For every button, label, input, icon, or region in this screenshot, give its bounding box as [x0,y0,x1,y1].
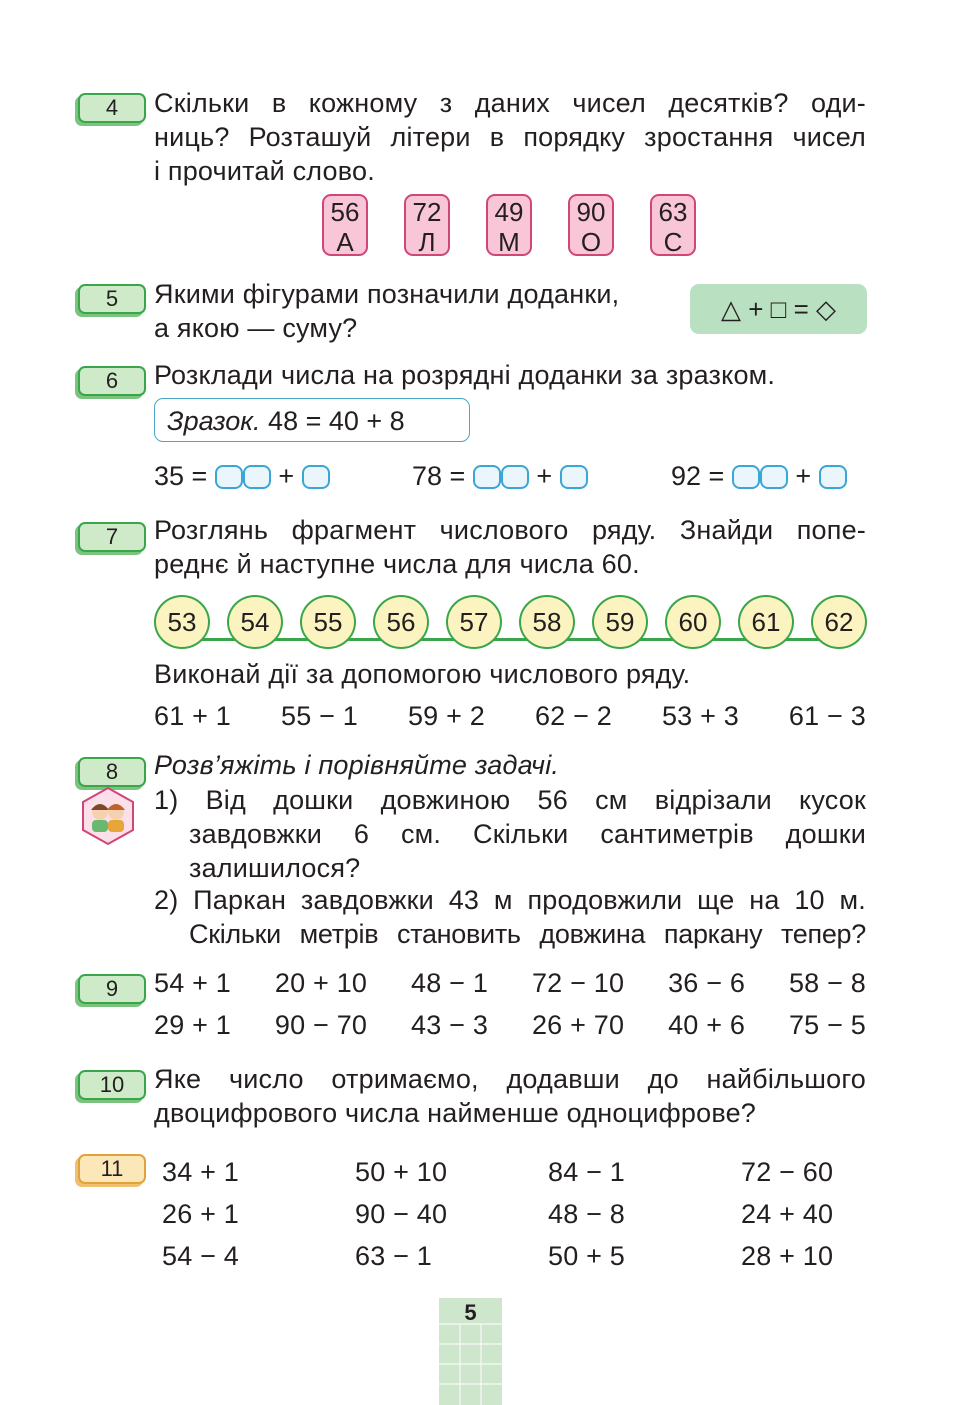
answer-box[interactable] [560,465,588,489]
task-number-9: 9 [78,974,146,1004]
task4-line2: ниць? Розташуй літери в порядку зростання чисел [154,122,866,152]
card-letter: С [663,227,683,257]
problem2-line2: Скільки метрів становить довжина паркану тепер? [189,919,866,949]
number-circle: 62 [811,595,867,649]
expression: 54 − 4 [162,1241,240,1271]
expression: 54 + 1 [154,968,232,998]
task8-problem1 [154,783,866,885]
task8-title [154,748,559,782]
problem2-line1: 2) Паркан завдовжки 43 м продовжили ще на 10 м. [154,885,866,915]
expression: 72 − 60 [741,1157,834,1187]
problem1-line1: 1) Від дошки довжиною 56 см відрізали кусок [154,785,866,815]
task7-text [154,513,866,581]
task4-line3: і прочитай слово. [154,156,375,186]
card-number: 63 [658,197,688,227]
answer-box[interactable] [760,465,788,489]
expression: 50 + 10 [355,1157,448,1187]
decompose-label: 92 = [671,461,725,491]
answer-box[interactable] [819,465,847,489]
expression: 20 + 10 [274,968,368,998]
task5-text [154,277,684,345]
expression: 24 + 40 [741,1199,834,1229]
expression: 29 + 1 [154,1010,232,1040]
task4-text [154,86,866,188]
task7-text2: Виконай дії за допомогою числового ряду. [154,659,691,689]
sample-label: Зразок. [167,406,261,436]
task9-row1 [154,966,866,1000]
number-circle: 57 [446,595,502,649]
card-letter: А [336,227,354,257]
task-number-4: 4 [78,93,146,123]
number-circle: 54 [227,595,283,649]
letter-card [404,194,450,256]
expression: 34 + 1 [162,1157,240,1187]
task-number-8: 8 [78,757,146,787]
expression: 61 + 1 [154,701,232,731]
number-circle: 59 [592,595,648,649]
task7-line2: реднє й наступне числа для числа 60. [154,549,640,579]
expression: 62 − 2 [534,701,612,731]
task9-row2 [154,1008,866,1042]
expression: 90 − 70 [274,1010,368,1040]
task7-line1: Розглянь фрагмент числового ряду. Знайди попе- [154,515,866,545]
card-letter: О [580,227,602,257]
task4-line1: Скільки в кожному з даних чисел десятків? оди- [154,88,866,118]
task10-line2: двоцифрового числа найменше одноцифрове? [154,1098,756,1128]
task5-line1: Якими фігурами позначили доданки, [154,279,620,309]
decompose-item [671,459,847,493]
number-circle: 53 [154,595,210,649]
number-circle: 55 [300,595,356,649]
expression: 55 − 1 [280,701,359,731]
expression: 28 + 10 [741,1241,834,1271]
plus-sign: + [795,461,812,491]
card-letter: Л [418,227,436,257]
expression: 53 + 3 [661,701,739,731]
task-number-7: 7 [78,522,146,552]
number-circle: 56 [373,595,429,649]
expression: 26 + 1 [162,1199,240,1229]
letter-card [568,194,614,256]
answer-box[interactable] [473,465,501,489]
answer-box[interactable] [302,465,330,489]
expression: 50 + 5 [548,1241,626,1271]
task8-problem2 [154,883,866,951]
expression: 84 − 1 [548,1157,626,1187]
expression: 48 − 1 [411,968,489,998]
number-circle: 61 [738,595,794,649]
answer-box[interactable] [501,465,529,489]
task-number-10: 10 [78,1070,146,1100]
expression: 72 − 10 [531,968,625,998]
expression: 63 − 1 [355,1241,433,1271]
decompose-item [412,459,588,493]
task-number-11: 11 [78,1154,146,1184]
pair-work-icon [78,786,138,846]
problem1-line2: завдовжки 6 см. Скільки сантиметрів дошки [189,819,866,849]
expression: 26 + 70 [531,1010,625,1040]
task8-title-text: Розв’яжіть і порівняйте задачі. [154,750,560,780]
task-number-6: 6 [78,366,146,396]
expression: 61 − 3 [788,701,866,731]
expression: 59 + 2 [407,701,485,731]
letter-card [322,194,368,256]
task7-exprs [154,699,866,733]
expression: 75 − 5 [788,1010,866,1040]
task-number-5: 5 [78,284,146,314]
letter-card [486,194,532,256]
letter-card [650,194,696,256]
sample-expr: 48 = 40 + 8 [268,406,405,436]
answer-box[interactable] [215,465,243,489]
task11-grid [162,1155,901,1273]
expression: 40 + 6 [668,1010,746,1040]
expression: 90 − 40 [355,1199,448,1229]
expression: 36 − 6 [668,968,746,998]
task10-text [154,1062,866,1130]
number-circle: 58 [519,595,575,649]
expression: 48 − 8 [548,1199,626,1229]
card-letter: М [498,227,520,257]
task6-text: Розклади числа на розрядні доданки за зразком. [154,360,776,390]
plus-sign: + [536,461,553,491]
page-number: 5 [464,1300,477,1325]
card-number: 49 [494,197,524,227]
decompose-item [154,459,330,493]
page-number-tab [439,1298,502,1405]
answer-box[interactable] [732,465,760,489]
card-number: 90 [576,197,606,227]
number-line [180,638,840,641]
task5-line2: а якою — суму? [154,313,358,343]
sample-box [154,398,470,442]
decompose-label: 78 = [412,461,466,491]
answer-box[interactable] [243,465,271,489]
plus-sign: + [278,461,295,491]
number-circle: 60 [665,595,721,649]
problem1-line3: залишилося? [189,853,361,883]
card-number: 56 [330,197,360,227]
decompose-label: 35 = [154,461,208,491]
expression: 58 − 8 [788,968,866,998]
shapes-formula: △ + □ = ◇ [690,284,867,334]
expression: 43 − 3 [411,1010,489,1040]
task10-line1: Яке число отримаємо, додавши до найбільшого [154,1064,866,1094]
card-number: 72 [412,197,442,227]
